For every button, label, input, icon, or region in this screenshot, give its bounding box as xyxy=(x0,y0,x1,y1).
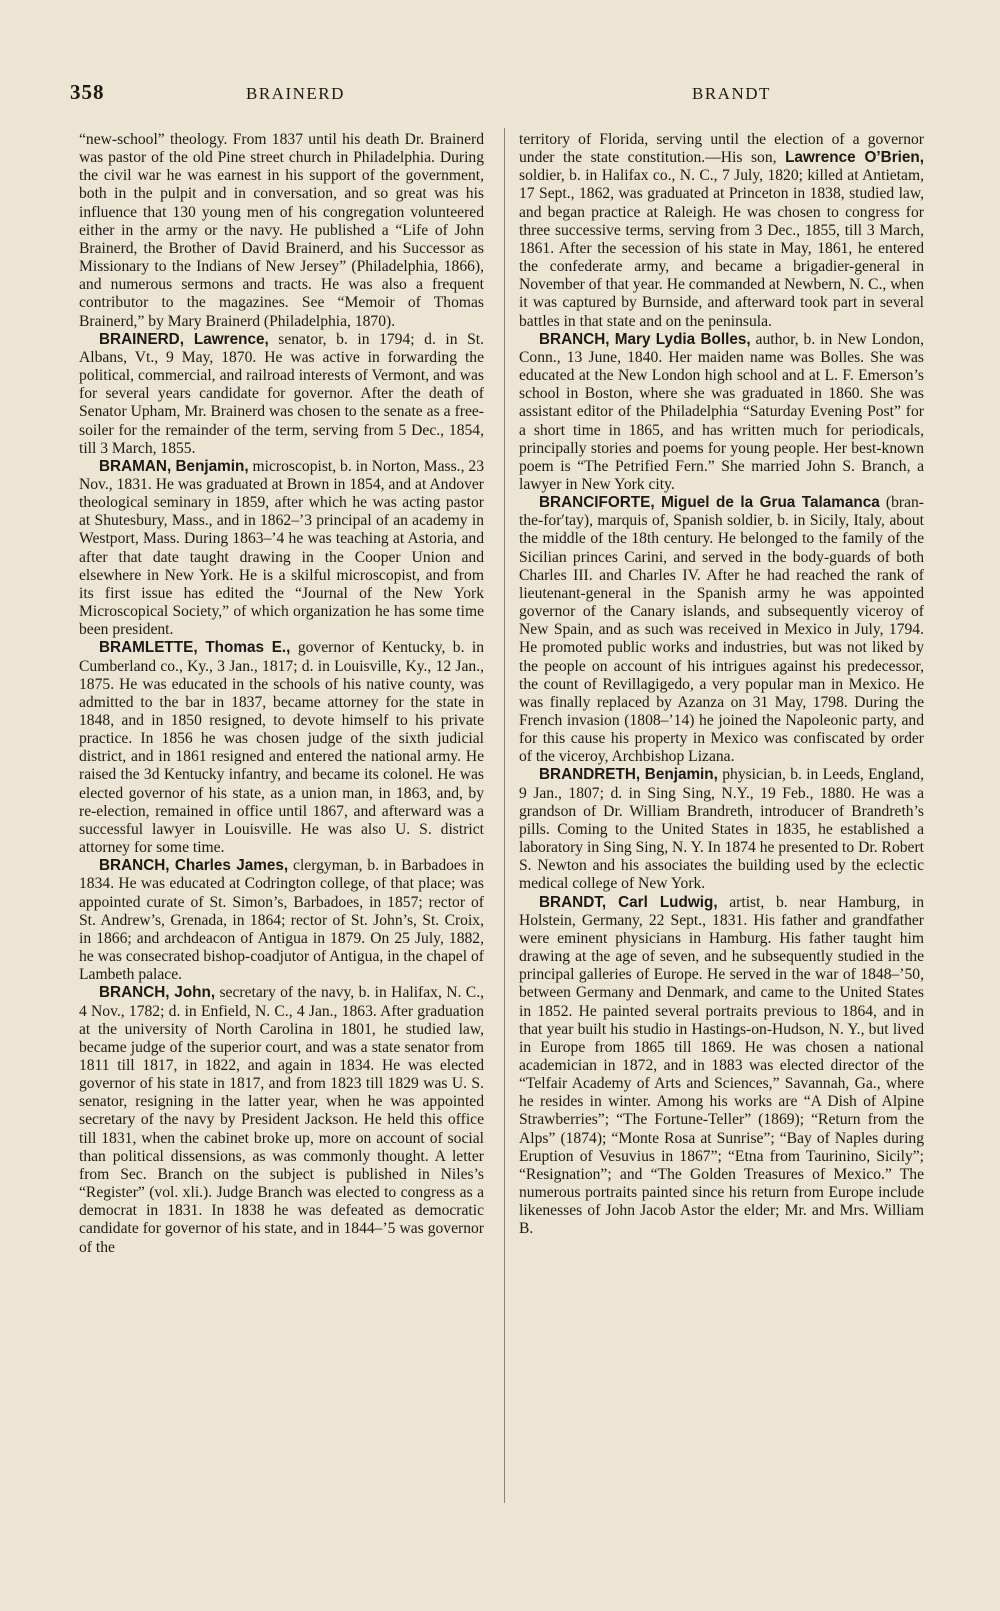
entry-heading: BRANDT, Carl Ludwig, xyxy=(539,893,718,911)
page-number: 358 xyxy=(70,80,105,104)
column-divider xyxy=(504,128,505,1503)
left-running-head: BRAINERD xyxy=(246,84,345,103)
entry-heading: BRAMAN, Benjamin, xyxy=(99,457,249,475)
entry-continuation-branch-lawrence: territory of Florida, serving until the election of a governor under the state constitution.—His son, Lawrence O’Brien, soldier, b. in Halifax co., N. C., 7 July, 1820; killed at Antietam, 17 Sept., 1862, was graduated at Princeton in 1838, studied law, and began practice at Raleigh. He was chosen to congress for three successive terms, serving from 3 Dec., 1855, till 3 March, 1861. After the secession of his state in May, 1861, he entered the confederate army, and became a brigadier-general in November of that year. He commanded at Newbern, N. C., when it was captured by Burnside, and afterward took part in several battles in that state and on the peninsula. xyxy=(519,131,924,330)
running-header xyxy=(70,80,938,114)
entry-heading: BRAMLETTE, Thomas E., xyxy=(99,639,291,657)
entry-heading: BRAINERD, Lawrence, xyxy=(99,330,269,348)
entry-heading: BRANCH, John, xyxy=(99,984,216,1002)
entry-branch-john: BRANCH, John, secretary of the navy, b. in Halifax, N. C., 4 Nov., 1782; d. in Enfield, N. C., 4 Jan., 1863. After graduation at the university of North Carolina in 1801, he studied law, became judge of the superior court, and was a state senator from 1811 till 1817, in 1822, and again in 1834. He was elected governor of his state in 1817, and from 1823 till 1829 was U. S. senator, resigning in the latter year, when he was appointed secretary of the navy by President Jackson. He held this office till 1831, when the cabinet broke up, more on account of social than political dissensions, as was commonly thought. A letter from Sec. Branch on the subject is published in Niles’s “Register” (vol. xli.). Judge Branch was elected to congress as a democrat in 1831. In 1838 he was defeated as democratic candidate for governor of his state, and in 1844–’5 was governor of the xyxy=(79,984,484,1256)
entry-branciforte-miguel: BRANCIFORTE, Miguel de la Grua Talamanca (bran-the-for′tay), marquis of, Spanish soldier, b. in Sicily, Italy, about the middle of the 18th century. He belonged to the family of the Sicilian princes Carini, and served in the body-guards of both Charles III. and Charles IV. After he had reached the rank of lieutenant-general in the Spanish army he was appointed governor of the Canary islands, and subsequently viceroy of New Spain, and as such was received in Mexico in July, 1794. He promoted public works and industries, but was not liked by the people on account of his intrigues against his predecessor, the count of Revillagigedo, a very popular man in Mexico. He was finally replaced by Azanza on 31 May, 1798. During the French invasion (1808–’14) he joined the Napoleonic party, and for this cause his property in Mexico was confiscated by order of the viceroy, Archbishop Lizana. xyxy=(519,494,924,766)
entry-branch-charles: BRANCH, Charles James, clergyman, b. in Barbadoes in 1834. He was educated at Codrington college, of that place; was appointed curate of St. Simon’s, Barbadoes, in 1857; rector of St. Andrew’s, Grenada, in 1864; rector of St. John’s, St. Croix, in 1866; and archdeacon of Antigua in 1879. On 25 July, 1882, he was consecrated bishop-coadjutor of Antigua, in the chapel of Lambeth palace. xyxy=(79,857,484,984)
entry-brandt-carl: BRANDT, Carl Ludwig, artist, b. near Hamburg, in Holstein, Germany, 22 Sept., 1831. His father and grandfather were eminent physicians in Hamburg. His father taught him drawing at the age of seven, and he subsequently studied in the principal galleries of Europe. He served in the war of 1848–’50, between Germany and Denmark, and came to the United States in 1852. He painted several portraits previous to 1864, and in that year built his studio in Hastings-on-Hudson, N. Y., but lived in Europe from 1865 till 1869. He was chosen a national academician in 1872, and in 1883 was elected director of the “Telfair Academy of Arts and Sciences,” Savannah, Ga., where he resides in winter. Among his works are “A Dish of Alpine Strawberries”; “The Fortune-Teller” (1869); “Return from the Alps” (1874); “Monte Rosa at Sunrise”; “Bay of Naples during Eruption of Vesuvius in 1867”; “Etna from Taurinino, Sicily”; “Resignation”; and “The Golden Treasures of Mexico.” The numerous portraits painted since his return from Europe include likenesses of John Jacob Astor the elder; Mr. and Mrs. William B. xyxy=(519,893,924,1238)
entry-continuation: “new-school” theology. From 1837 until his death Dr. Brainerd was pastor of the old Pine street church in Philadelphia. During the civil war he was earnest in his support of the government, both in the pulpit and in conversation, and so great was his influence that 130 young men of his congregation volunteered either in the army or the navy. He published a “Life of John Brainerd, the Brother of David Brainerd, and his Successor as Missionary to the Indians of New Jersey” (Philadelphia, 1866), and numerous sermons and tracts. He was also a frequent contributor to the magazines. See “Memoir of Thomas Brainerd,” by Mary Brainerd (Philadelphia, 1870). xyxy=(79,131,484,330)
entry-braman-benjamin: BRAMAN, Benjamin, microscopist, b. in Norton, Mass., 23 Nov., 1831. He was graduated at Brown in 1854, and at Andover theological seminary in 1859, after which he was acting pastor at Shutesbury, Mass., and in 1862–’3 principal of an academy in Westport, Mass. During 1863–’4 he was teaching at Astoria, and after that date taught drawing in the Cooper Union and elsewhere in New York. He is a skilful microscopist, and from its first issue has edited the “Journal of the New York Microscopical Society,” of which organization he has some time been president. xyxy=(79,457,484,639)
entry-brainerd-lawrence: BRAINERD, Lawrence, senator, b. in 1794; d. in St. Albans, Vt., 9 May, 1870. He was active in forwarding the political, commercial, and railroad interests of Vermont, and was for several years candidate for governor. After the death of Senator Upham, Mr. Brainerd was chosen to the senate as a free-soiler for the remainder of the term, serving from 5 Dec., 1854, till 3 March, 1855. xyxy=(79,330,484,457)
entry-branch-mary: BRANCH, Mary Lydia Bolles, author, b. in New London, Conn., 13 June, 1840. Her maiden name was Bolles. She was educated at the New London high school and at L. F. Emerson’s school in Boston, where she was graduated in 1860. She was assistant editor of the Philadelphia “Saturday Evening Post” for a short time in 1865, and has written much for periodicals, principally stories and poems for young people. Her best-known poem is “The Petrified Fern.” She married John S. Branch, a lawyer in New York city. xyxy=(519,330,924,493)
entry-heading: Lawrence O’Brien, xyxy=(785,149,924,167)
entry-heading: BRANCH, Charles James, xyxy=(99,857,289,875)
entry-heading: BRANDRETH, Benjamin, xyxy=(539,766,718,784)
entry-heading: BRANCIFORTE, Miguel de la Grua Talamanca xyxy=(539,494,880,512)
entry-heading: BRANCH, Mary Lydia Bolles, xyxy=(539,330,751,348)
right-running-head: BRANDT xyxy=(692,84,771,103)
entry-bramlette-thomas: BRAMLETTE, Thomas E., governor of Kentucky, b. in Cumberland co., Ky., 3 Jan., 1817; d. in Louisville, Ky., 12 Jan., 1875. He was educated in the schools of his native county, was admitted to the bar in 1837, became attorney for the state in 1848, and in 1850 resigned, to devote himself to his private practice. In 1856 he was chosen judge of the sixth judicial district, and in 1861 resigned and entered the national army. He raised the 3d Kentucky infantry, and became its colonel. He was elected governor of his state, as a union man, in 1863, and, by re-election, remained in office until 1867, and afterward was a successful lawyer in Louisville. He was also U. S. district attorney for some time. xyxy=(79,639,485,857)
entry-brandreth-benjamin: BRANDRETH, Benjamin, physician, b. in Leeds, England, 9 Jan., 1807; d. in Sing Sing, N.Y., 19 Feb., 1880. He was a grandson of Dr. William Brandreth, introducer of Brandreth’s pills. Coming to the United States in 1835, he established a laboratory in Sing Sing, N. Y. In 1874 he presented to Dr. Robert S. Newton and his associates the building used by the eclectic medical college of New York. xyxy=(519,766,924,893)
left-column xyxy=(79,131,484,1257)
right-column xyxy=(519,131,924,1239)
